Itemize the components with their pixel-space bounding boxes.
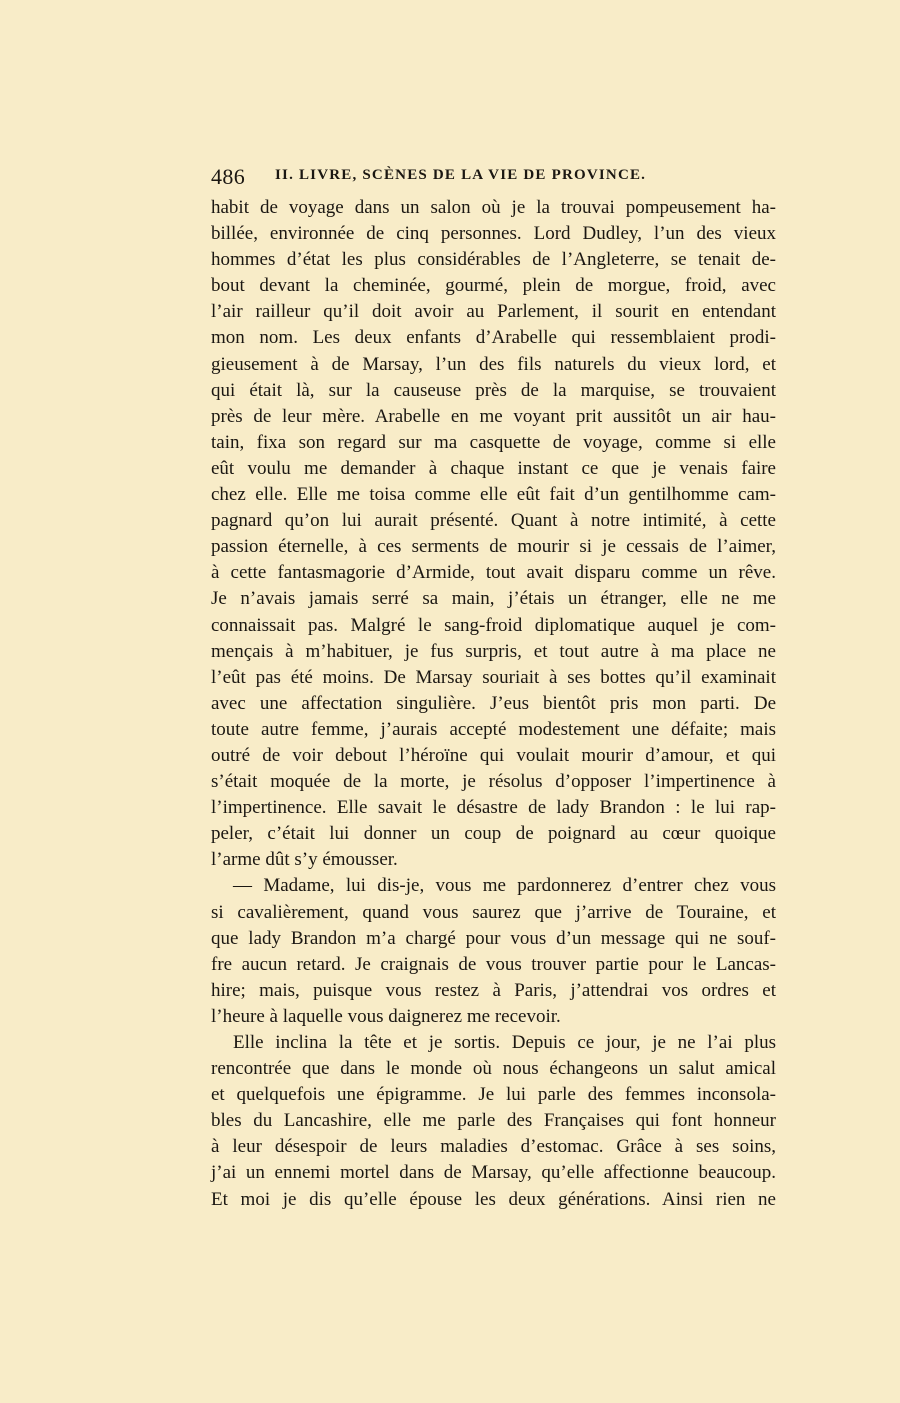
running-title: II. LIVRE, SCÈNES DE LA VIE DE PROVINCE. <box>275 167 647 183</box>
running-head <box>211 164 776 192</box>
text-line: bout devant la cheminée, gourmé, plein de morgue, froid, avec <box>211 275 776 297</box>
paragraph-start-line: Elle inclina la tête et je sortis. Depuis ce jour, je ne l’ai plus <box>233 1032 776 1053</box>
text-line: mon nom. Les deux enfants d’Arabelle qui ressemblaient prodi- <box>211 327 776 349</box>
text-line: si cavalièrement, quand vous saurez que j’arrive de Touraine, et <box>211 901 776 923</box>
body-text <box>211 195 776 1213</box>
text-line: gieusement à de Marsay, l’un des fils naturels du vieux lord, et <box>211 353 776 375</box>
text-line: Je n’avais jamais serré sa main, j’étais un étranger, elle ne me <box>211 588 776 610</box>
text-line: chez elle. Elle me toisa comme elle eût fait d’un gentilhomme cam- <box>211 484 776 506</box>
text-line: à cette fantasmagorie d’Armide, tout avait disparu comme un rêve. <box>211 562 776 584</box>
text-line: tain, fixa son regard sur ma casquette de voyage, comme si elle <box>211 431 776 453</box>
text-line: avec une affectation singulière. J’eus bientôt pris mon parti. De <box>211 692 776 714</box>
text-line: Et moi je dis qu’elle épouse les deux générations. Ainsi rien ne <box>211 1188 776 1210</box>
paragraph-end-line: l’arme dût s’y émousser. <box>211 849 398 871</box>
text-line: bles du Lancashire, elle me parle des Françaises qui font honneur <box>211 1110 776 1132</box>
text-line: peler, c’était lui donner un coup de poignard au cœur quoique <box>211 823 776 845</box>
text-line: à leur désespoir de leurs maladies d’estomac. Grâce à ses soins, <box>211 1136 776 1158</box>
text-line: l’impertinence. Elle savait le désastre de lady Brandon : le lui rap- <box>211 797 776 819</box>
page-number: 486 <box>211 164 246 189</box>
text-line: outré de voir debout l’héroïne qui voulait mourir d’amour, et qui <box>211 744 776 766</box>
text-line: passion éternelle, à ces serments de mourir si je cessais de l’aimer, <box>211 536 776 558</box>
text-line: rencontrée que dans le monde où nous échangeons un salut amical <box>211 1058 776 1080</box>
text-line: qui était là, sur la causeuse près de la marquise, se trouvaient <box>211 379 776 401</box>
text-line: habit de voyage dans un salon où je la trouvai pompeusement ha- <box>211 197 776 218</box>
text-line: hire; mais, puisque vous restez à Paris, j’attendrai vos ordres et <box>211 979 776 1001</box>
paragraph-end-line: l’heure à laquelle vous daignerez me recevoir. <box>211 1005 561 1027</box>
text-line: mençais à m’habituer, je fus surpris, et tout autre à ma place ne <box>211 640 776 662</box>
text-line: l’air railleur qu’il doit avoir au Parlement, il sourit en entendant <box>211 301 776 323</box>
text-line: pagnard qu’on lui aurait présenté. Quant à notre intimité, à cette <box>211 510 776 532</box>
text-line: billée, environnée de cinq personnes. Lord Dudley, l’un des vieux <box>211 223 776 245</box>
text-line: et quelquefois une épigramme. Je lui parle des femmes inconsola- <box>211 1084 776 1106</box>
text-line: hommes d’état les plus considérables de l’Angleterre, se tenait de- <box>211 249 776 271</box>
text-line: toute autre femme, j’aurais accepté modestement une défaite; mais <box>211 718 776 740</box>
text-line: l’eût pas été moins. De Marsay souriait à ses bottes qu’il examinait <box>211 666 776 688</box>
text-line: j’ai un ennemi mortel dans de Marsay, qu’elle affectionne beaucoup. <box>211 1162 776 1184</box>
dialogue-line: — Madame, lui dis-je, vous me pardonnerez d’entrer chez vous <box>233 875 776 897</box>
text-line: connaissait pas. Malgré le sang-froid diplomatique auquel je com- <box>211 614 776 636</box>
text-line: s’était moquée de la morte, je résolus d’opposer l’impertinence à <box>211 771 776 793</box>
text-line: fre aucun retard. Je craignais de vous trouver partie pour le Lancas- <box>211 953 776 975</box>
text-line: près de leur mère. Arabelle en me voyant prit aussitôt un air hau- <box>211 405 776 427</box>
text-line: que lady Brandon m’a chargé pour vous d’un message qui ne souf- <box>211 927 776 949</box>
text-line: eût voulu me demander à chaque instant ce que je venais faire <box>211 457 776 479</box>
